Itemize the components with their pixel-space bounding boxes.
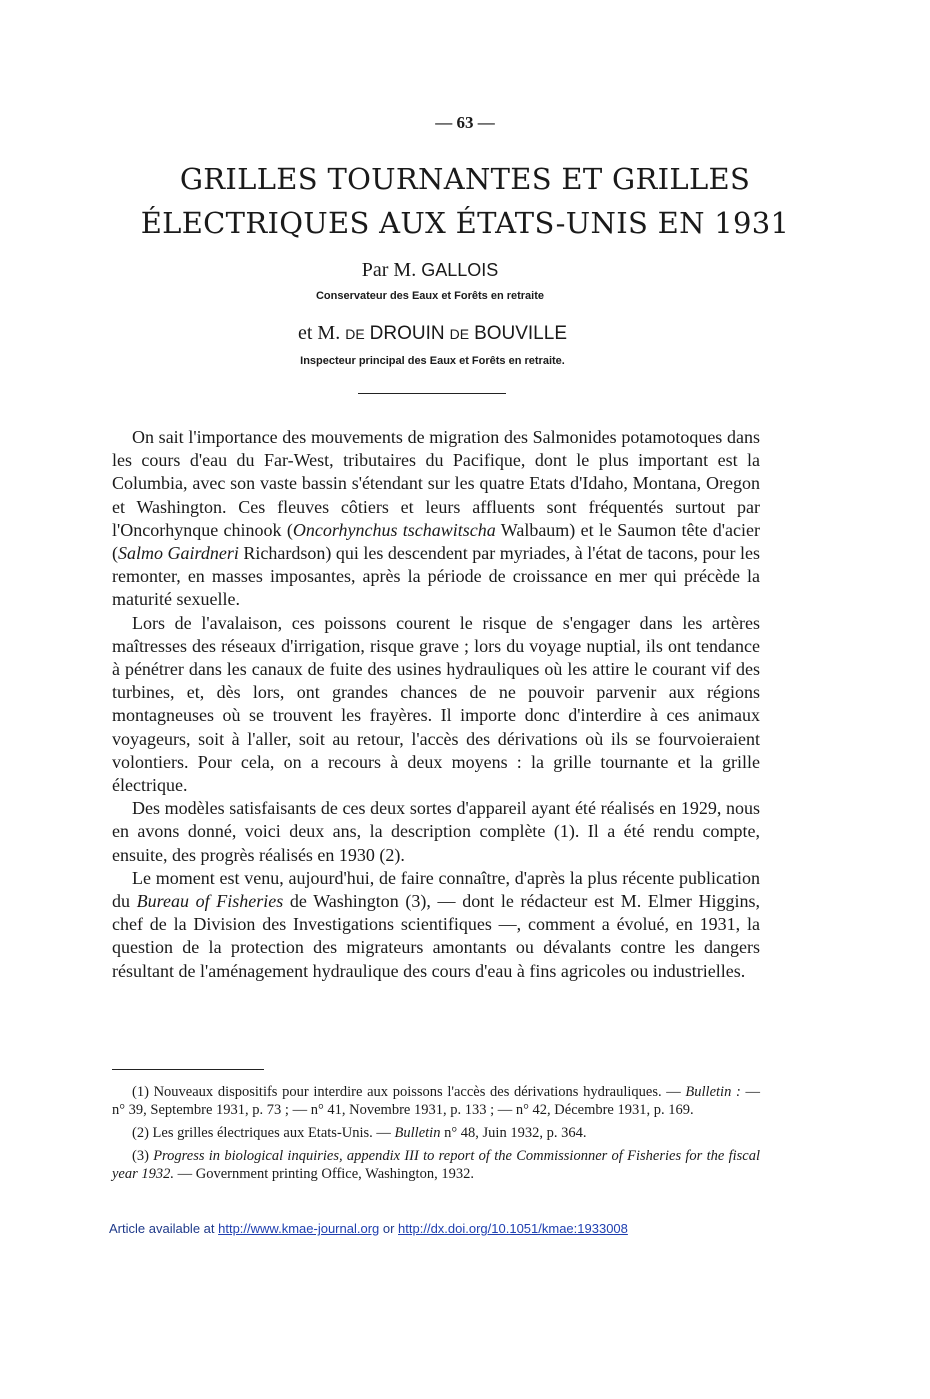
author-1 bbox=[0, 259, 860, 282]
paragraph-1-text-b: Walbaum) et le Saumon tête d'acier ( bbox=[112, 519, 761, 564]
title-line-1: GRILLES TOURNANTES ET GRILLES bbox=[179, 162, 751, 196]
author-2-name-2: BOUVILLE bbox=[474, 323, 567, 344]
paragraph-1 bbox=[112, 426, 760, 612]
paragraph-1-text-a: On sait l'importance des mouvements de migration des Salmonides potamotoques dans les cours d'eau du Far-West, tributaires du Pacifique, dont le plus important est la Columbia, avec son vaste bassin s'étendant sur les quatre Etats d'Idaho, Montana, Oregon et Washington. Ces fleuves côtiers et leurs affluents sont fréquentés surtout par l'Oncorhynque chinook ( bbox=[112, 427, 760, 540]
journal-link[interactable]: http://www.kmae-journal.org bbox=[218, 1221, 380, 1236]
author-1-role: Conservateur des Eaux et Forêts en retraite bbox=[315, 290, 545, 302]
footnote-3-text-b: — Government printing Office, Washington, 1932. bbox=[174, 1166, 474, 1182]
article-body bbox=[112, 426, 760, 983]
author-1-name: GALLOIS bbox=[421, 260, 499, 280]
author-1-prefix: Par M. bbox=[361, 259, 417, 281]
footnote-2 bbox=[112, 1124, 760, 1142]
footnote-1 bbox=[112, 1083, 760, 1119]
paragraph-3: Des modèles satisfaisants de ces deux sortes d'appareil ayant été réalisés en 1929, nous en avons donné, voici deux ans, la description complète (1). Il a été rendu compte, ensuite, des progrès réalisés en 1930 (2). bbox=[112, 798, 760, 865]
doi-link[interactable]: http://dx.doi.org/10.1051/kmae:1933008 bbox=[398, 1221, 628, 1236]
footnote-1-text-b: — n° 39, Septembre 1931, p. 73 ; — n° 41, Novembre 1931, p. 133 ; — n° 42, Décembre 1931, p. 169. bbox=[112, 1084, 760, 1118]
footnote-3-text-a: (3) bbox=[132, 1148, 154, 1164]
author-2-role: Inspecteur principal des Eaux et Forêts en retraite. bbox=[300, 355, 565, 367]
species-name-1: Oncorhynchus tschawitscha bbox=[292, 519, 496, 540]
paragraph-4-text-b: de Washington (3), — dont le rédacteur est M. Elmer Higgins, chef de la Division des Investigations scientifiques —, comment a évolué, en 1931, la question de la protection des migrateurs amontants ou dévalants contre les dangers résultant de l'aménagement hydraulique des cours d'eau à fins agricoles ou industrielles. bbox=[112, 891, 761, 981]
availability-footer bbox=[109, 1221, 628, 1236]
footnotes bbox=[112, 1083, 760, 1188]
article-title bbox=[80, 157, 850, 245]
footnote-2-bulletin: Bulletin bbox=[394, 1125, 441, 1141]
footnote-3 bbox=[112, 1147, 760, 1183]
footer-middle: or bbox=[379, 1221, 399, 1236]
paragraph-4-text-a: Le moment est venu, aujourd'hui, de faire connaître, d'après la plus récente publication du bbox=[112, 867, 760, 912]
footnote-2-text-a: (2) Les grilles électriques aux Etats-Unis. — bbox=[132, 1125, 395, 1141]
footnote-2-text-b: n° 48, Juin 1932, p. 364. bbox=[440, 1125, 587, 1141]
author-2-name-1: DROUIN bbox=[369, 323, 445, 344]
footnote-1-bulletin: Bulletin : bbox=[685, 1084, 741, 1100]
footnote-divider bbox=[112, 1069, 264, 1070]
title-divider bbox=[358, 393, 506, 394]
page-number: — 63 — bbox=[435, 113, 495, 132]
title-line-2: ÉLECTRIQUES AUX ÉTATS-UNIS EN 1931 bbox=[140, 206, 790, 240]
author-2 bbox=[0, 322, 865, 345]
author-2-prefix: et M. bbox=[297, 322, 341, 344]
paragraph-2: Lors de l'avalaison, ces poissons courent le risque de s'engager dans les artères maîtresses des réseaux d'irrigation, risque grave ; lors du voyage nuptial, ils ont tendance à pénétrer dans les canaux de fuite des usines hydrauliques où les attire le courant vif des turbines, et, dès lors, ont grandes chances de ne pouvoir parvenir aux régions montagneuses où se trouvent les frayères. Il importe donc d'interdire à ces animaux voyageurs, soit à l'aller, soit au retour, l'accès des dérivations où ils se fourvoieraient volontiers. Pour cela, on a recours à deux moyens : la grille tournante et la grille électrique. bbox=[112, 612, 760, 796]
author-2-particle-2: DE bbox=[449, 326, 470, 342]
author-2-particle-1: DE bbox=[345, 326, 365, 342]
species-name-2: Salmo Gairdneri bbox=[118, 543, 239, 564]
footer-prefix: Article available at bbox=[109, 1221, 219, 1236]
paragraph-4 bbox=[112, 867, 760, 983]
footnote-3-title: Progress in biological inquiries, appendix III to report of the Commissionner of Fisheries for the fiscal year 1932. bbox=[112, 1148, 760, 1182]
paragraph-1-text-c: Richardson) qui les descendent par myriades, à l'état de tacons, pour les remonter, en masses imposantes, après la période de croissance en mer qui précède la maturité sexuelle. bbox=[112, 543, 760, 610]
publication-name: Bureau of Fisheries bbox=[136, 891, 284, 912]
footnote-1-text-a: (1) Nouveaux dispositifs pour interdire aux poissons l'accès des dérivations hydrauliques. — bbox=[132, 1084, 686, 1100]
